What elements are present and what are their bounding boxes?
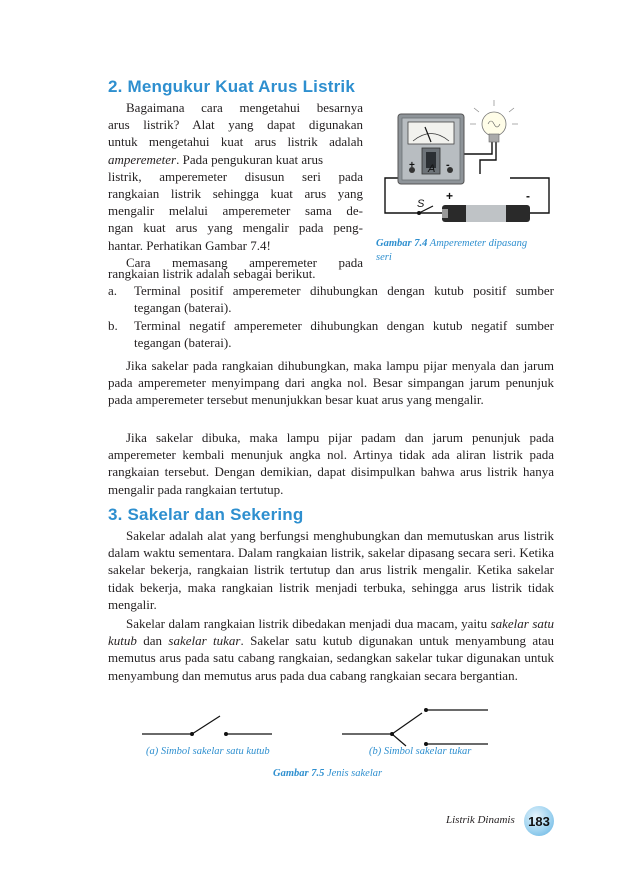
figure-7-5-caption xyxy=(273,767,382,781)
caption-label: Gambar 7.5 xyxy=(273,768,325,779)
caption-label: Gambar 7.4 xyxy=(376,238,428,249)
para2-line: Cara memasang amperemeter pada xyxy=(126,254,363,270)
paragraph: Jika sakelar dibuka, maka lampu pijar padam dan jarum penunjuk pada amperemeter kembali menunjuk angka nol. Artinya tidak ada aliran listrik pada rangkaian tersebut. Dengan demikian, dapat disimpulkan bahwa arus listrik hanya mengalir pada rangkaian tertutup. xyxy=(108,430,554,497)
figure-7-5-sub-b: (b) Simbol sakelar tukar xyxy=(369,746,472,757)
section-heading-2: 2. Mengukur Kuat Arus Listrik xyxy=(108,77,355,96)
paragraph: Jika sakelar pada rangkaian dihubungkan, maka lampu pijar menyala dan jarum pada amperemeter menyimpang dari angka nol. Besar simpangan jarum penunjuk pada amperemeter tersebut menunjukkan besar kuat arus yang mengalir. xyxy=(108,358,554,408)
text-run: dan xyxy=(136,633,169,649)
intro-line: untuk mengetahui kuat arus listrik adalah xyxy=(108,134,363,150)
intro-line: ngan kuat arus yang mengalir pada peng- xyxy=(108,220,363,236)
term-sakelar-tukar: sakelar tukar xyxy=(168,633,241,649)
intro-line: mengalir melalui amperemeter sama de- xyxy=(108,203,363,219)
list-item xyxy=(108,317,554,351)
changeover-switch-symbol xyxy=(340,696,490,748)
list-marker: a. xyxy=(108,283,118,298)
ammeter-plus-label: + xyxy=(409,160,415,171)
intro-line: listrik, amperemeter disusun seri pada xyxy=(108,168,363,184)
list-text: Terminal negatif amperemeter dihubungkan dengan kutub negatif sumber tegangan (baterai). xyxy=(134,318,554,351)
battery-plus-label: + xyxy=(446,189,454,203)
term-amperemeter: amperemeter xyxy=(108,151,177,167)
caption-text: Jenis sakelar xyxy=(326,768,383,779)
battery-minus-label: - xyxy=(526,189,530,203)
figure-7-4-caption xyxy=(376,237,556,265)
intro-line: hantar. Perhatikan Gambar 7.4! xyxy=(108,237,271,253)
ammeter-minus-label: - xyxy=(446,159,450,171)
figure-7-4-ammeter-circuit xyxy=(370,96,556,236)
term-sakelar-satu-kutub: sakelar satu kutub xyxy=(108,616,554,649)
list-item xyxy=(108,282,554,316)
running-title: Listrik Dinamis xyxy=(446,814,515,826)
caption-text: Amperemeter dipasang xyxy=(429,238,528,249)
figure-7-5-sub-a: (a) Simbol sakelar satu kutub xyxy=(146,746,270,757)
single-pole-switch-symbol xyxy=(140,704,280,744)
intro-line: amperemeter. Pada pengukuran kuat arus xyxy=(108,151,324,167)
para2-line: rangkaian listrik adalah sebagai berikut. xyxy=(108,266,316,281)
section-heading-3: 3. Sakelar dan Sekering xyxy=(108,505,304,524)
intro-line: arus listrik? Alat yang dapat digunakan xyxy=(108,117,363,133)
page-number: 183 xyxy=(524,806,554,836)
list-text: Terminal positif amperemeter dihubungkan dengan kutub positif sumber tegangan (baterai). xyxy=(134,283,554,316)
ammeter-letter: A xyxy=(428,163,436,175)
paragraph: Sakelar adalah alat yang berfungsi menghubungkan dan memutuskan arus listrik dalam waktu sementara. Dalam rangkaian listrik, sakelar dipasang secara seri. Ketika sakelar bekerja, rangkaian listrik tertutup dan arus listrik mengalir. Ketika sakelar tidak bekerja, maka rangkaian listrik menjadi terbuka, sehingga arus listrik tidak mengalir. xyxy=(108,528,554,612)
light-bulb-icon xyxy=(470,100,518,142)
intro-line: rangkaian listrik sehingga kuat arus yang xyxy=(108,186,363,202)
text-run: Sakelar dalam rangkaian listrik dibedakan menjadi dua macam, yaitu xyxy=(126,616,491,631)
paragraph xyxy=(108,615,554,684)
battery-icon xyxy=(442,205,530,222)
text-run: . Sakelar satu kutub digunakan untuk menyambung atau memutus arus pada satu cabang rangkaian, sedangkan sakelar tukar digunakan untuk menyambung dan memutus arus pada dua cabang rangkaian secara bergantian. xyxy=(108,633,554,683)
intro-paragraph xyxy=(108,99,363,271)
caption-text-line2: seri xyxy=(376,252,392,263)
switch-label: S xyxy=(417,198,425,210)
list-marker: b. xyxy=(108,318,118,333)
intro-line: Bagaimana cara mengetahui besarnya xyxy=(126,100,363,115)
